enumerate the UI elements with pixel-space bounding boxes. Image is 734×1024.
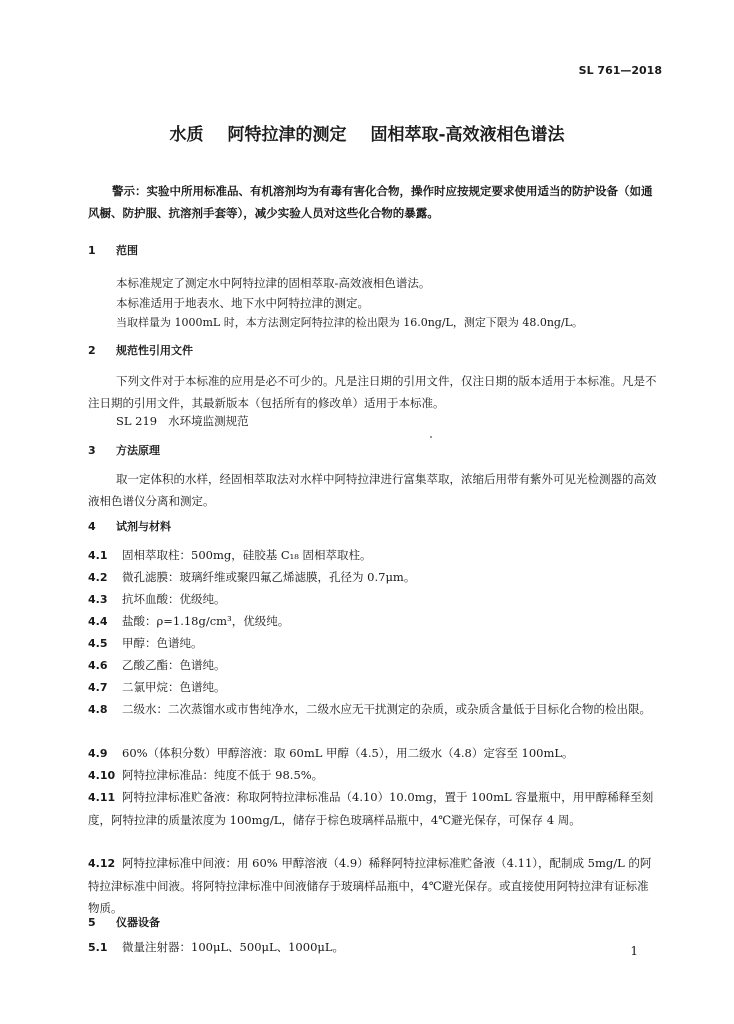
clause-5-1 — [88, 936, 660, 959]
section-1-paragraph-2: 本标准适用于地表水、地下水中阿特拉津的测定。 — [116, 296, 369, 310]
clause-text: 乙酸乙酯：色谱纯。 — [122, 658, 226, 672]
clause-number: 5.1 — [88, 941, 108, 954]
clause-number: 4.6 — [88, 659, 108, 672]
section-2-paragraph-1: 下列文件对于本标准的应用是必不可少的。凡是注日期的引用文件，仅注日期的版本适用于本标准。凡是不注日期的引用文件，其最新版本（包括所有的修改单）适用于本标准。 — [88, 374, 657, 410]
title-part-3: 固相萃取-高效液相色谱法 — [370, 125, 565, 145]
clause-number: 4.9 — [88, 747, 108, 760]
section-1-paragraph-1: 本标准规定了测定水中阿特拉津的固相萃取-高效液相色谱法。 — [116, 276, 431, 290]
section-title: 仪器设备 — [116, 916, 160, 929]
clause-number: 4.5 — [88, 637, 108, 650]
clause-number: 4.7 — [88, 681, 108, 694]
clause-text: 盐酸：ρ=1.18g/cm³，优级纯。 — [122, 614, 290, 628]
reference-name: 水环境监测规范 — [168, 414, 249, 428]
reference-code: SL 219 — [116, 414, 158, 428]
clause-number: 4.3 — [88, 593, 108, 606]
clause-text: 微孔滤膜：玻璃纤维或聚四氟乙烯滤膜，孔径为 0.7μm。 — [122, 570, 416, 584]
clause-text: 阿特拉津标准贮备液：称取阿特拉津标准品（4.10）10.0mg，置于 100mL 容量瓶中，用甲醇稀释至刻度，阿特拉津的质量浓度为 100mg/L，储存于棕色玻璃样品瓶中，4℃避光保存，可保存 4 周。 — [88, 790, 654, 827]
clause-4-1 — [88, 544, 660, 567]
clause-text: 甲醇：色谱纯。 — [122, 636, 203, 650]
clause-number: 4.4 — [88, 615, 108, 628]
clause-number: 4.10 — [88, 769, 116, 782]
clause-text: 固相萃取柱：500mg，硅胶基 C₁₈ 固相萃取柱。 — [122, 548, 372, 562]
clause-number: 4.8 — [88, 703, 108, 716]
section-2-heading — [88, 340, 193, 362]
clause-text: 二级水：二次蒸馏水或市售纯净水，二级水应无干扰测定的杂质，或杂质含量低于目标化合物的检出限。 — [122, 702, 651, 716]
clause-number: 4.11 — [88, 791, 116, 804]
clause-4-4 — [88, 610, 660, 633]
section-5-heading — [88, 912, 160, 934]
title-part-1: 水质 — [169, 125, 204, 145]
section-number: 1 — [88, 244, 96, 257]
section-number: 4 — [88, 520, 96, 533]
document-title — [0, 120, 734, 145]
section-number: 3 — [88, 444, 96, 457]
clause-4-3 — [88, 588, 660, 611]
standard-code: SL 761—2018 — [578, 64, 662, 77]
scan-dot — [430, 436, 432, 438]
clause-text: 阿特拉津标准中间液：用 60% 甲醇溶液（4.9）稀释阿特拉津标准贮备液（4.11），配制成 5mg/L 的阿特拉津标准中间液。将阿特拉津标准中间液储存于玻璃样品瓶中，4℃避光保存。或直接使用阿特拉津有证标准物质。 — [88, 856, 652, 915]
clause-4-2 — [88, 566, 660, 589]
section-3-paragraph-1: 取一定体积的水样，经固相萃取法对水样中阿特拉津进行富集萃取，浓缩后用带有紫外可见光检测器的高效液相色谱仪分离和测定。 — [88, 472, 657, 508]
clause-text: 二氯甲烷：色谱纯。 — [122, 680, 226, 694]
clause-4-5 — [88, 632, 660, 655]
clause-4-8 — [88, 698, 660, 721]
clause-number: 4.2 — [88, 571, 108, 584]
section-number: 5 — [88, 916, 96, 929]
section-title: 方法原理 — [116, 444, 160, 457]
clause-4-11 — [88, 786, 660, 831]
section-title: 试剂与材料 — [116, 520, 171, 533]
section-title: 规范性引用文件 — [116, 344, 193, 357]
clause-text: 60%（体积分数）甲醇溶液：取 60mL 甲醇（4.5），用二级水（4.8）定容至 100mL。 — [122, 746, 574, 760]
section-1-paragraph-3: 当取样量为 1000mL 时，本方法测定阿特拉津的检出限为 16.0ng/L，测定下限为 48.0ng/L。 — [116, 316, 583, 329]
section-number: 2 — [88, 344, 96, 357]
clause-text: 抗坏血酸：优级纯。 — [122, 592, 226, 606]
clause-4-6 — [88, 654, 660, 677]
clause-text: 微量注射器：100μL、500μL、1000μL。 — [122, 940, 344, 954]
clause-4-12 — [88, 852, 660, 919]
section-title: 范围 — [116, 244, 138, 257]
page-number: 1 — [630, 944, 638, 958]
clause-4-9 — [88, 742, 660, 765]
clause-number: 4.1 — [88, 549, 108, 562]
warning-notice: 警示：实验中所用标准品、有机溶剂均为有毒有害化合物，操作时应按规定要求使用适当的防护设备（如通风橱、防护服、抗溶剂手套等），减少实验人员对这些化合物的暴露。 — [88, 184, 653, 220]
title-part-2: 阿特拉津的测定 — [227, 125, 347, 145]
reference-entry — [116, 410, 249, 432]
clause-text: 阿特拉津标准品：纯度不低于 98.5%。 — [122, 768, 324, 782]
section-1-heading — [88, 240, 138, 262]
clause-number: 4.12 — [88, 857, 116, 870]
clause-4-7 — [88, 676, 660, 699]
section-3-heading — [88, 440, 160, 462]
section-4-heading — [88, 516, 171, 538]
clause-4-10 — [88, 764, 660, 787]
